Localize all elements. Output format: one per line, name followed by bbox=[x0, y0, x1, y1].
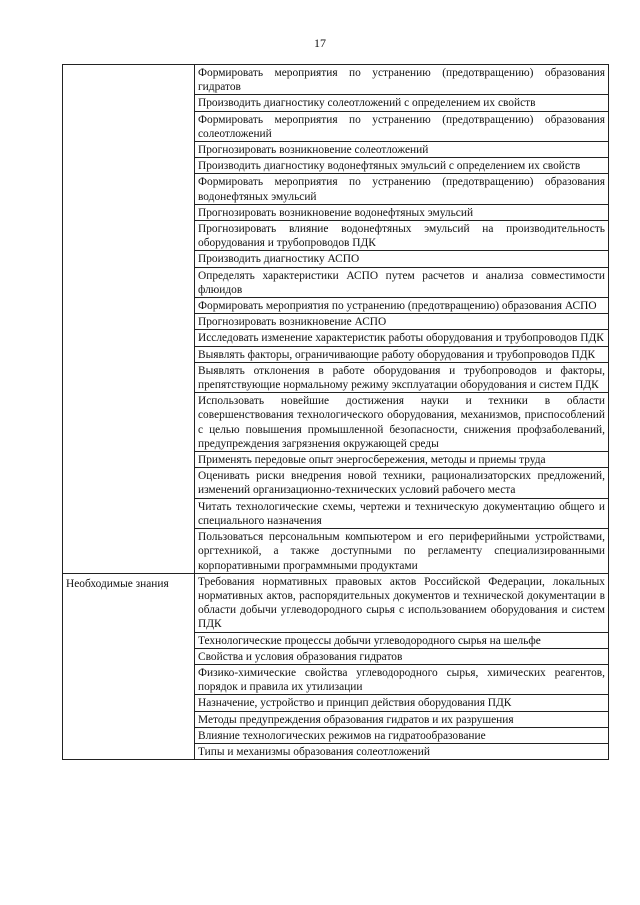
knowledge-row bbox=[63, 573, 609, 632]
knowledge-item: Влияние технологических режимов на гидратообразование bbox=[195, 727, 609, 743]
skills-item: Прогнозировать возникновение АСПО bbox=[195, 314, 609, 330]
skills-item: Формировать мероприятия по устранению (предотвращению) образования АСПО bbox=[195, 298, 609, 314]
requirements-table bbox=[62, 64, 609, 760]
knowledge-item: Технологические процессы добычи углеводородного сырья на шельфе bbox=[195, 632, 609, 648]
skills-item: Прогнозировать влияние водонефтяных эмульсий на производительность оборудования и трубопроводов ПДК bbox=[195, 221, 609, 251]
knowledge-item: Методы предупреждения образования гидратов и их разрушения bbox=[195, 711, 609, 727]
skills-item: Прогнозировать возникновение солеотложений bbox=[195, 142, 609, 158]
skills-item: Использовать новейшие достижения науки и техники в области совершенствования технологического оборудования, механизмов, приспособлений с целью повышения промышленной безопасности, снижения профзаболеваний, предупреждения загрязнения окружающей среды bbox=[195, 393, 609, 452]
knowledge-item: Требования нормативных правовых актов Российской Федерации, локальных нормативных актов, распорядительных документов и технической документации в области добычи углеводородного сырья с использованием оборудования и систем ПДК bbox=[195, 573, 609, 632]
skills-item: Выявлять факторы, ограничивающие работу оборудования и трубопроводов ПДК bbox=[195, 346, 609, 362]
skills-item: Исследовать изменение характеристик работы оборудования и трубопроводов ПДК bbox=[195, 330, 609, 346]
skills-item: Выявлять отклонения в работе оборудования и трубопроводов и факторы, препятствующие нормальному режиму эксплуатации оборудования и систем ПДК bbox=[195, 362, 609, 392]
skills-item: Определять характеристики АСПО путем расчетов и анализа совместимости флюидов bbox=[195, 267, 609, 297]
skills-section-label-cell bbox=[63, 65, 195, 574]
knowledge-item: Назначение, устройство и принцип действия оборудования ПДК bbox=[195, 695, 609, 711]
skills-item: Читать технологические схемы, чертежи и техническую документацию общего и специального назначения bbox=[195, 498, 609, 528]
knowledge-section-label: Необходимые знания bbox=[66, 577, 169, 590]
skills-item: Прогнозировать возникновение водонефтяных эмульсий bbox=[195, 204, 609, 220]
requirements-table-body bbox=[63, 65, 609, 760]
skills-item: Пользоваться персональным компьютером и его периферийными устройствами, оргтехникой, а также доступными по регламенту специализированными корпоративными программными продуктами bbox=[195, 529, 609, 574]
skills-item: Производить диагностику солеотложений с определением их свойств bbox=[195, 95, 609, 111]
skills-item: Производить диагностику водонефтяных эмульсий с определением их свойств bbox=[195, 158, 609, 174]
skills-item: Формировать мероприятия по устранению (предотвращению) образования водонефтяных эмульсий bbox=[195, 174, 609, 204]
knowledge-item: Физико-химические свойства углеводородного сырья, химических реагентов, порядок и правила их утилизации bbox=[195, 664, 609, 694]
skills-section-label bbox=[66, 66, 191, 68]
knowledge-item: Типы и механизмы образования солеотложений bbox=[195, 743, 609, 759]
page-number: 17 bbox=[314, 36, 326, 50]
skills-row bbox=[63, 65, 609, 95]
skills-item: Формировать мероприятия по устранению (предотвращению) образования солеотложений bbox=[195, 111, 609, 141]
knowledge-item: Свойства и условия образования гидратов bbox=[195, 648, 609, 664]
skills-item: Формировать мероприятия по устранению (предотвращению) образования гидратов bbox=[195, 65, 609, 95]
knowledge-section-label-cell bbox=[63, 573, 195, 759]
skills-item: Производить диагностику АСПО bbox=[195, 251, 609, 267]
skills-item: Применять передовые опыт энергосбережения, методы и приемы труда bbox=[195, 452, 609, 468]
skills-item: Оценивать риски внедрения новой техники, рационализаторских предложений, изменений организационно-технических условий рабочего места bbox=[195, 468, 609, 498]
